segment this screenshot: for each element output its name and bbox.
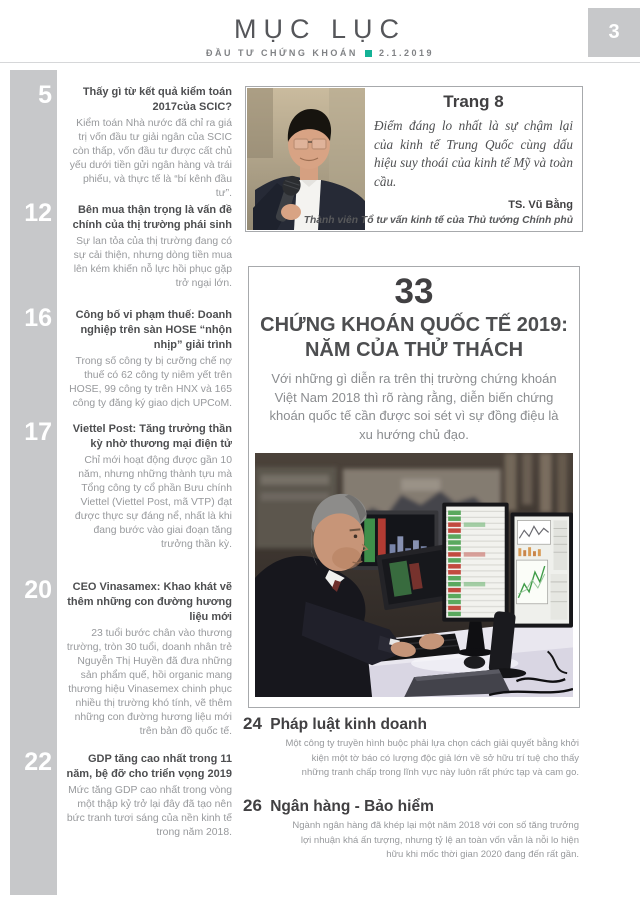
toc-item-title: Pháp luật kinh doanh — [270, 716, 427, 733]
toc-item-title: CEO Vinasamex: Khao khát vẽ thêm những con đường hương liệu mới — [67, 581, 232, 623]
toc-item-summary: Sự lan tỏa của thị trường đang có sự cải thiện, nhưng dòng tiền mua lên kém khiến nỗ lực hồi phục gặp trở ngại lớn. — [73, 236, 232, 289]
toc-item-page-number: 5 — [38, 81, 52, 109]
issue-date: 2.1.2019 — [378, 48, 434, 58]
toc-item-title: Thấy gì từ kết quả kiểm toán 2017của SCIC? — [82, 86, 232, 113]
date-bullet-icon — [365, 50, 372, 57]
toc-item-24 — [243, 714, 579, 781]
magazine-subtitle — [0, 48, 640, 58]
feature-title-line1: CHỨNG KHOÁN QUỐC TẾ 2019: — [260, 314, 568, 336]
quote-author-role: Thành viên Tổ tư vấn kinh tế của Thủ tướng Chính phủ — [303, 215, 573, 226]
toc-item-page-number: 12 — [24, 199, 52, 227]
magazine-name: ĐẦU TƯ CHỨNG KHOÁN — [206, 48, 358, 58]
toc-item-summary: 23 tuổi bước chân vào thương trường, tròn 30 tuổi, doanh nhân trẻ Nguyễn Thị Huyền đã đưa những sản phẩm quế, hồi organic mang thương hiệu Vinasemex chinh phục nhiều thị trường khó tính, vẽ thêm những con đường hương liệu mới trên bản đồ quốc tế. — [66, 628, 232, 737]
quote-content — [303, 87, 582, 231]
toc-item-summary: Chỉ mới hoạt động được gần 10 năm, nhưng những thành tựu mà Tổng công ty cổ phần Bưu chính Viettel (Viettel Post, mã VTP) đạt được thực sự đáng nể, nhất là khi đang bước vào giai đoạn tăng trưởng thần kỳ. — [74, 455, 232, 550]
feature-page-number: 33 — [394, 272, 434, 311]
toc-item-summary: Trong số công ty bị cưỡng chế nợ thuế có 62 công ty niêm yết trên HOSE, 99 công ty trên HNX và 165 công ty đăng ký giao dịch UPCoM. — [69, 356, 232, 409]
speaker-photo — [247, 88, 365, 230]
page-number-badge: 3 — [588, 8, 640, 57]
toc-item-heading — [243, 796, 579, 816]
toc-item-summary: Kiểm toán Nhà nước đã chỉ ra giá trị vốn đầu tư giải ngân của SCIC còn thấp, vốn đầu tư được cất chủ yếu dưới tiền gửi ngân hàng và trái phiếu, và thực tế là “bí kênh đầu tư”. — [69, 118, 232, 199]
toc-item-page-number: 20 — [24, 576, 52, 604]
toc-item-26 — [243, 796, 579, 863]
toc-item-heading — [243, 714, 579, 734]
feature-intro: Với những gì diễn ra trên thị trường chứng khoán Việt Nam 2018 thì rõ ràng rằng, diễn biến chứng khoán quốc tế cần được soi sét vì sự đồng điệu là xu hướng chủ đạo. — [269, 371, 559, 442]
header-divider — [0, 62, 640, 63]
toc-item-title: GDP tăng cao nhất trong 11 năm, bệ đỡ cho triển vọng 2019 — [66, 753, 232, 780]
toc-item-12 — [10, 199, 232, 291]
toc-item-page-number: 16 — [24, 304, 52, 332]
toc-item-summary: Mức tăng GDP cao nhất trong vòng một thập kỷ trở lại đây đã tạo nên bức tranh tươi sáng của nền kinh tế trong năm 2018. — [66, 785, 232, 838]
feature-title-line2: NĂM CỦA THỬ THÁCH — [304, 339, 524, 361]
pull-quote: Điểm đáng lo nhất là sự chậm lại của kinh tế Trung Quốc cùng dấu hiệu suy thoái của kinh tế Mỹ và toàn cầu. — [374, 118, 573, 189]
quote-box — [245, 86, 583, 232]
toc-item-17 — [10, 418, 232, 552]
quote-author: TS. Vũ Bằng — [508, 199, 573, 211]
toc-item-title: Viettel Post: Tăng trưởng thần kỳ nhờ thương mại điện tử — [72, 423, 232, 450]
toc-item-title: Công bố vi phạm thuế: Doanh nghiệp trên sàn HOSE “nhộn nhịp” giải trình — [75, 309, 232, 351]
header — [0, 0, 640, 58]
toc-item-16 — [10, 304, 232, 411]
toc-item-title: Bên mua thận trọng là vấn đề chính của thị trường phái sinh — [72, 204, 232, 231]
magazine-title: MỤC LỤC — [233, 14, 406, 44]
toc-item-page-number: 26 — [243, 796, 262, 815]
toc-item-20 — [10, 576, 232, 739]
toc-item-page-number: 22 — [24, 748, 52, 776]
page-ref-label: Trang 8 — [443, 92, 504, 111]
toc-item-summary: Một công ty truyền hình buộc phải lựa chọn cách giải quyết bằng khởi kiện một tờ báo có lượng độc giả lớn về sở hữu trí tuệ cho thấy những tranh chấp trong lĩnh vực này luôn rất phức tạp và cam go. — [285, 738, 579, 778]
feature-title — [249, 313, 579, 363]
toc-item-page-number: 24 — [243, 714, 262, 733]
trader-photo — [255, 453, 573, 697]
feature-box — [248, 266, 580, 708]
toc-item-summary: Ngành ngân hàng đã khép lại một năm 2018 với con số tăng trưởng lợi nhuận khá ấn tượng, nhưng tỷ lệ an toàn vốn vẫn là nỗi lo hiện hữu khi mốc thời gian 2020 đang đến rất gần. — [292, 820, 579, 860]
toc-item-22 — [10, 748, 232, 840]
toc-item-page-number: 17 — [24, 418, 52, 446]
toc-item-title: Ngân hàng - Bảo hiểm — [270, 798, 434, 815]
toc-item-5 — [10, 81, 232, 201]
